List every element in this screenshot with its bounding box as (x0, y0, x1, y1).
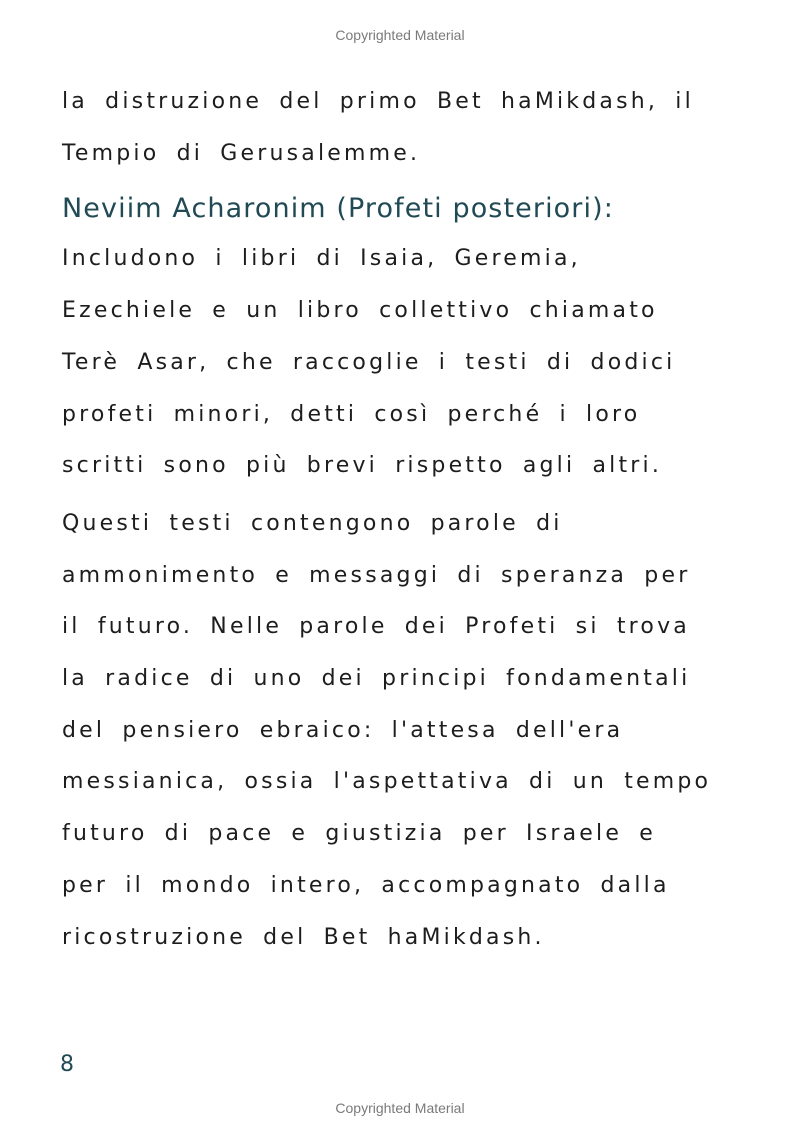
text-line: la distruzione del primo Bet haMikdash, il (62, 89, 694, 114)
text-line: Tempio di Gerusalemme. (62, 140, 421, 166)
text-line: futuro di pace e giustizia per Israele e (62, 821, 657, 847)
copyright-watermark-bottom: Copyrighted Material (335, 1100, 465, 1116)
text-line: per il mondo intero, accompagnato dalla (62, 872, 670, 898)
section-heading: Neviim Acharonim (Profeti posteriori): (62, 193, 614, 225)
paragraph-books (62, 233, 734, 492)
paragraph-messianic (62, 498, 734, 963)
text-line: ammonimento e messaggi di speranza per (62, 562, 691, 588)
text-line: Includono i libri di Isaia, Geremia, (62, 246, 581, 272)
page-number: 8 (60, 1052, 74, 1077)
text-line: Ezechiele e un libro collettivo chiamato (62, 298, 658, 324)
text-line: ricostruzione del Bet haMikdash. (62, 924, 545, 950)
text-line: del pensiero ebraico: l'attesa dell'era (62, 717, 624, 743)
page-body (62, 76, 734, 963)
copyright-watermark-top: Copyrighted Material (335, 27, 465, 43)
text-line: Terè Asar, che raccoglie i testi di dodici (62, 349, 676, 375)
text-line: Questi testi contengono parole di (62, 510, 563, 536)
intro-paragraph (62, 76, 734, 179)
text-line: il futuro. Nelle parole dei Profeti si trova (62, 614, 690, 640)
text-line: profeti minori, detti così perché i loro (62, 401, 641, 427)
text-line: la radice di uno dei principi fondamentali (62, 666, 691, 692)
text-line: scritti sono più brevi rispetto agli altri. (62, 453, 663, 479)
text-line: messianica, ossia l'aspettativa di un tempo (62, 769, 712, 795)
